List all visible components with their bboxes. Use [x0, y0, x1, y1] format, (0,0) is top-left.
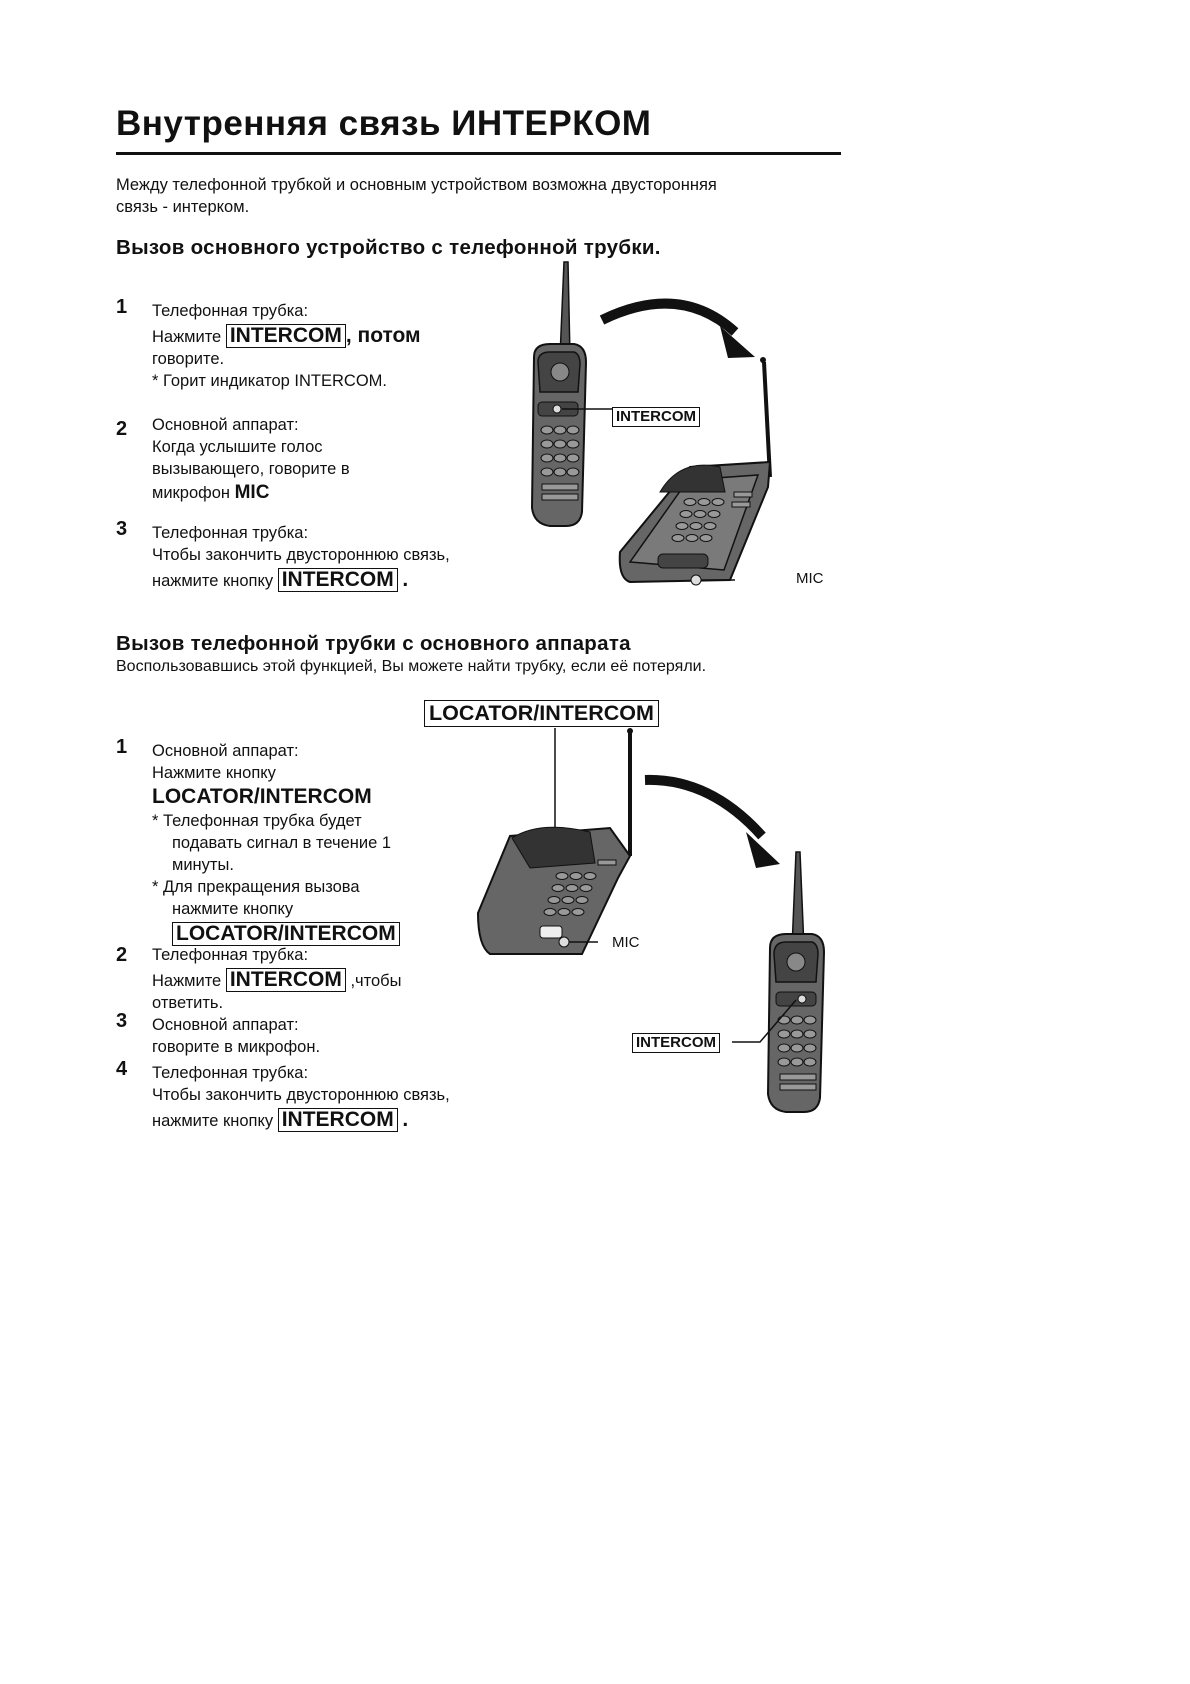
step-line [152, 568, 450, 592]
section1-step3-number: 3 [116, 518, 128, 540]
section2-step3 [152, 1014, 320, 1058]
section1-step2-number: 2 [116, 418, 128, 440]
step-line: говорите в микрофон. [152, 1038, 321, 1056]
intercom-key: INTERCOM [226, 324, 346, 348]
section2-step3-number: 3 [116, 1010, 128, 1032]
intercom-key: INTERCOM [278, 568, 398, 592]
intercom-label: INTERCOM [612, 407, 700, 427]
step-line: Когда услышите голос [152, 438, 323, 456]
step-line: Основной аппарат: [152, 742, 299, 760]
section2-step4-number: 4 [116, 1058, 128, 1080]
page-title: Внутренняя связь ИНТЕРКОМ [116, 104, 652, 143]
locator-intercom-label: LOCATOR/INTERCOM [424, 700, 659, 727]
intercom-key: INTERCOM [226, 968, 346, 992]
step-note: нажмите кнопку [172, 900, 294, 918]
section2-step2-number: 2 [116, 944, 128, 966]
step-line: Чтобы закончить двустороннюю связь, [152, 1086, 450, 1104]
step-line: Телефонная трубка: [152, 1064, 309, 1082]
step-text: . [402, 1108, 409, 1131]
section1-step1 [152, 300, 421, 392]
step-line [152, 482, 350, 504]
intercom-key: INTERCOM [278, 1108, 398, 1132]
section2-heading: Вызов телефонной трубки с основного аппарата [116, 632, 631, 655]
step-line: Основной аппарат: [152, 416, 299, 434]
step-text: . [402, 568, 409, 591]
handset-illustration [768, 852, 824, 1112]
step-line [152, 922, 400, 946]
step-line: Основной аппарат: [152, 1016, 299, 1034]
section2-step2 [152, 944, 401, 1014]
mic-label: MIC [234, 482, 270, 503]
section1-step1-number: 1 [116, 296, 128, 318]
step-text: Нажмите [152, 972, 222, 990]
step-text: нажмите кнопку [152, 1112, 274, 1130]
step-line: говорите. [152, 350, 225, 368]
section1-step2 [152, 414, 350, 504]
step-line: ответить. [152, 994, 224, 1012]
base-unit-illustration [620, 357, 770, 585]
step-note: подавать сигнал в течение 1 [172, 834, 392, 852]
section1-illustration [520, 262, 840, 597]
step-line [152, 1108, 450, 1132]
intro-text: Между телефонной трубкой и основным устройством возможна двусторонняя связь - интерком. [116, 176, 717, 216]
step-line: Телефонная трубка: [152, 524, 309, 542]
section1-step3 [152, 522, 450, 592]
step-note: * Горит индикатор INTERCOM. [152, 372, 388, 390]
step-note: * Телефонная трубка будет [152, 812, 362, 830]
section2-step4 [152, 1062, 450, 1132]
title-rule [116, 152, 841, 155]
locator-intercom-key: LOCATOR/INTERCOM [172, 922, 400, 946]
section2-subtitle: Воспользовавшись этой функцией, Вы можете найти трубку, если её потеряли. [116, 658, 707, 675]
step-note: * Для прекращения вызова [152, 878, 360, 896]
step-line: вызывающего, говорите в [152, 460, 350, 478]
step-line: Телефонная трубка: [152, 946, 309, 964]
step-text: Нажмите [152, 328, 222, 346]
step-note: минуты. [172, 856, 234, 874]
section2-step1 [152, 740, 400, 946]
step-line: Нажмите кнопку [152, 764, 276, 782]
locator-intercom-key-text: LOCATOR/INTERCOM [152, 785, 372, 808]
step-line: Телефонная трубка: [152, 302, 309, 320]
step-line [152, 324, 421, 348]
mic-label: MIC [612, 934, 640, 951]
step-text: нажмите кнопку [152, 572, 274, 590]
section1-heading: Вызов основного устройство с телефонной трубки. [116, 236, 661, 259]
step-text: , потом [345, 324, 421, 347]
section2-step1-number: 1 [116, 736, 128, 758]
step-line: Чтобы закончить двустороннюю связь, [152, 546, 450, 564]
step-line [152, 968, 401, 992]
mic-label: MIC [796, 570, 824, 587]
step-text: микрофон [152, 484, 230, 502]
section2-illustration [470, 728, 850, 1128]
handset-illustration [532, 262, 586, 526]
step-text: ,чтобы [350, 972, 402, 990]
intercom-label: INTERCOM [632, 1033, 720, 1053]
